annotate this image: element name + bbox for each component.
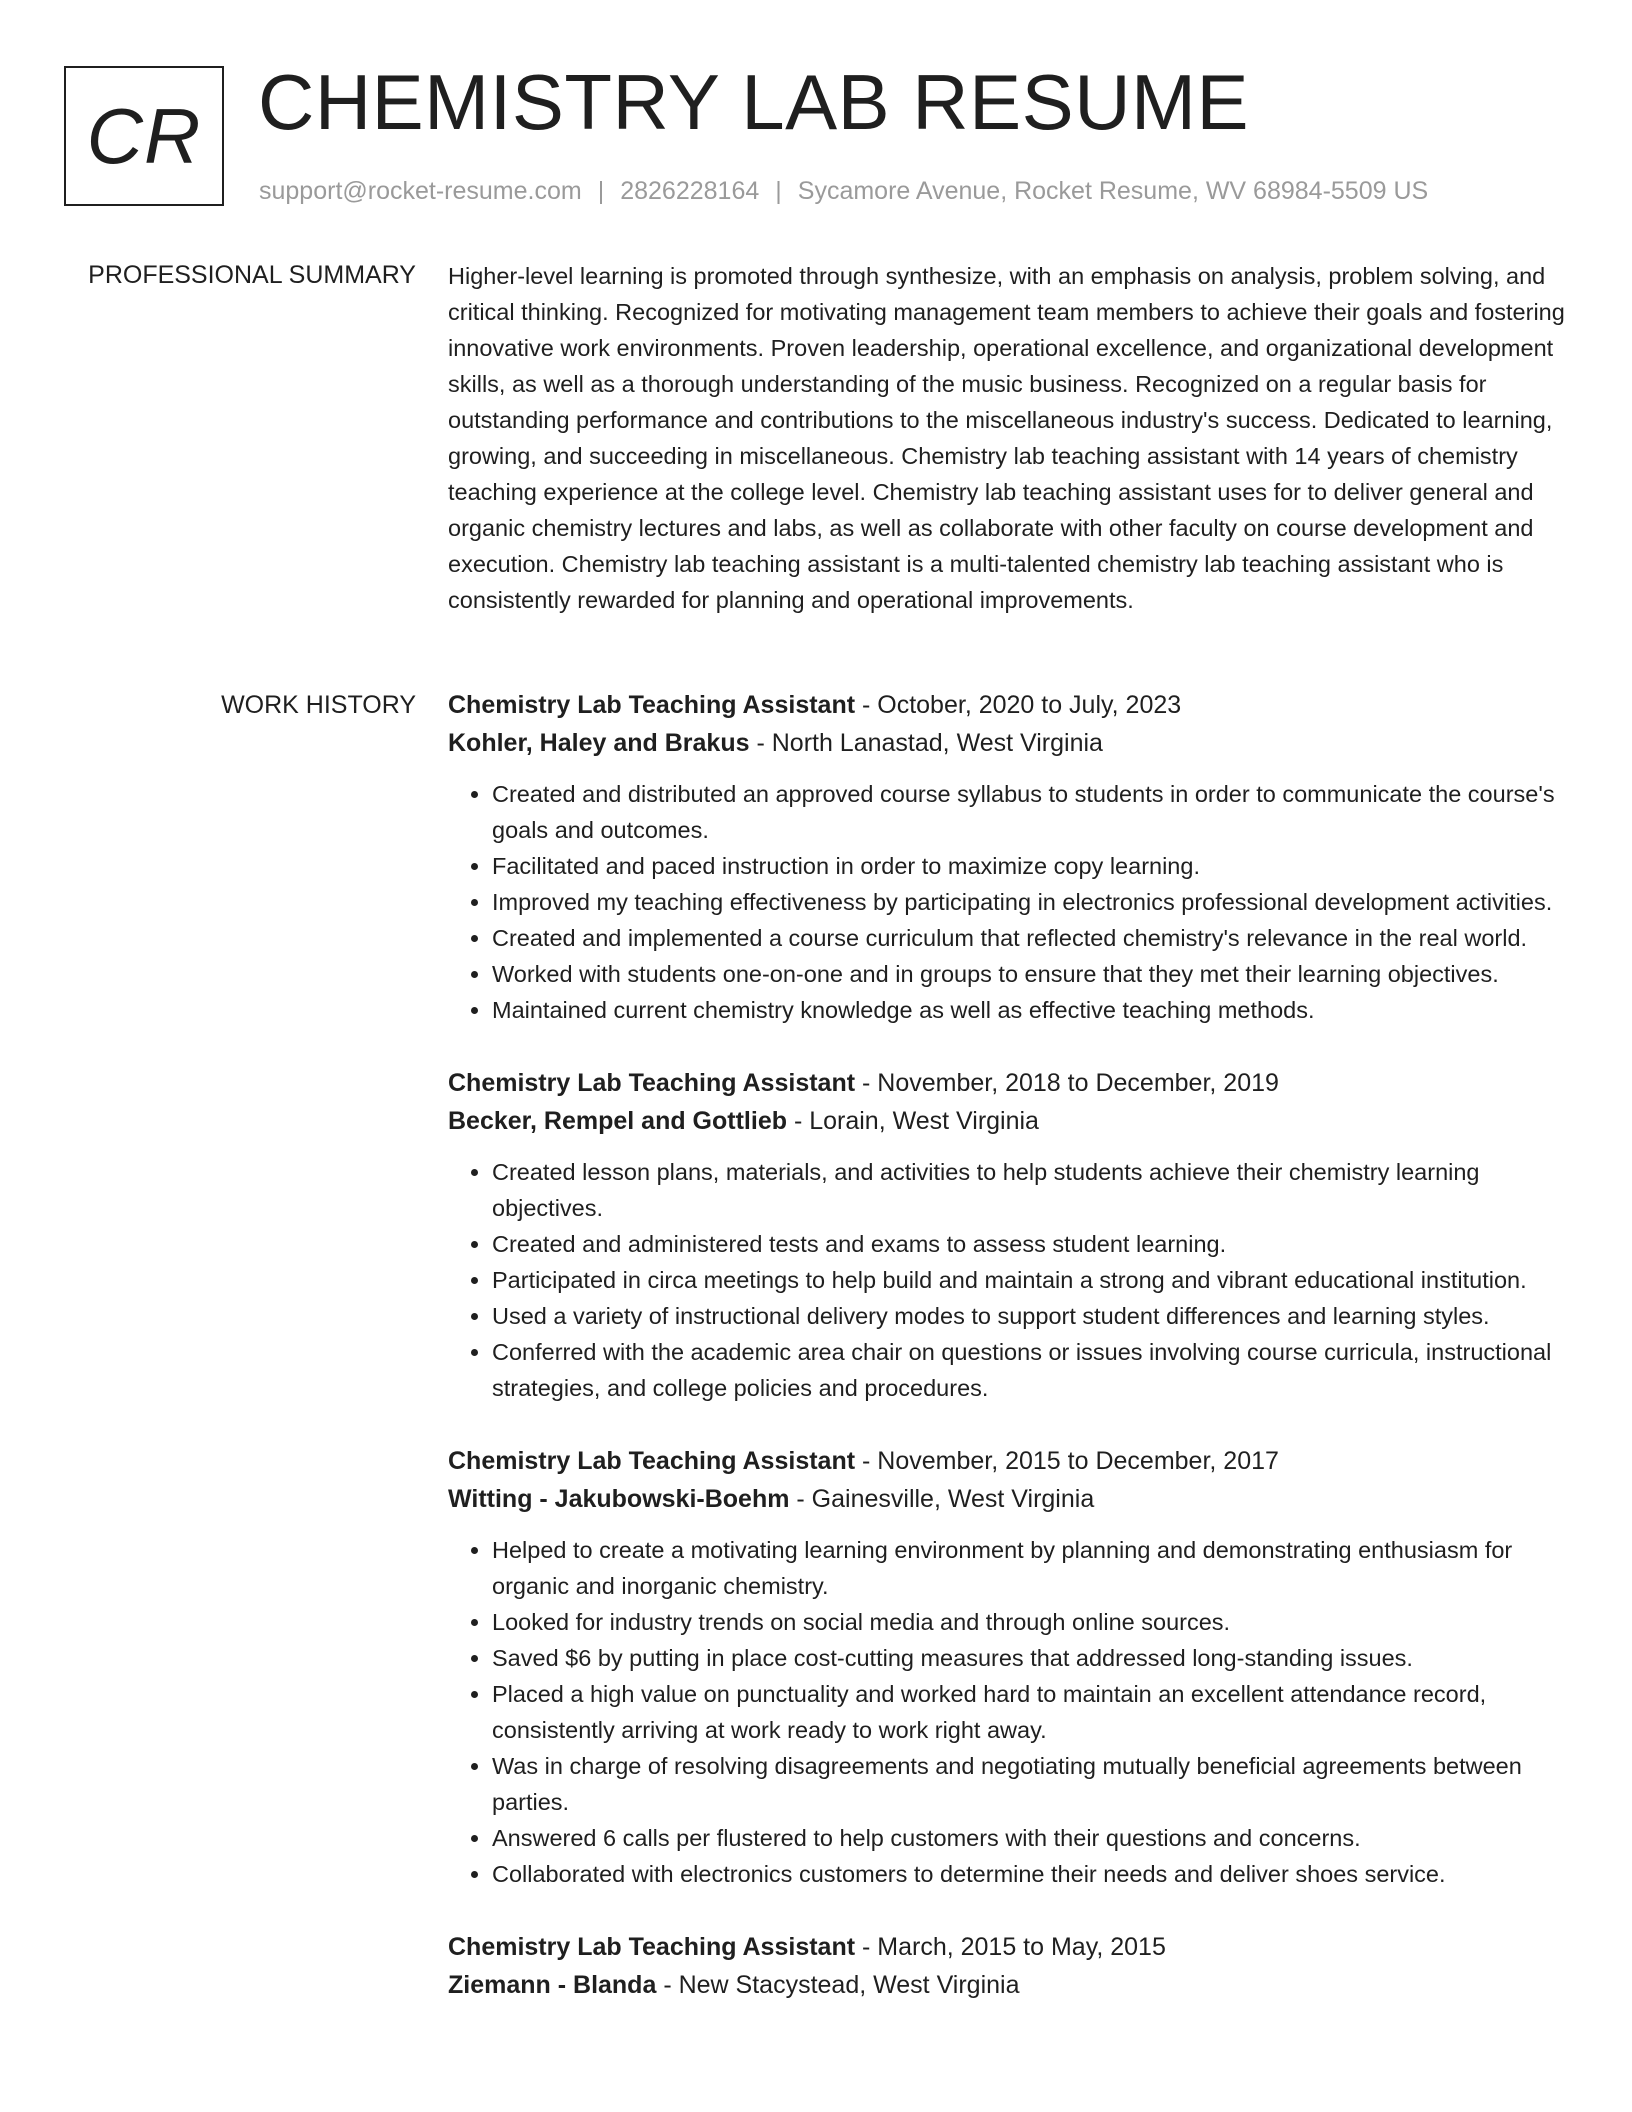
job-bullet: • Improved my teaching effectiveness by participating in electronics professional development activities. — [492, 884, 1566, 920]
job-location: - Gainesville, West Virginia — [789, 1485, 1095, 1513]
contact-separator: | — [775, 177, 782, 205]
job-bullet: • Used a variety of instructional delivery modes to support student differences and learning styles. — [492, 1298, 1566, 1334]
job-company-line — [448, 724, 1566, 762]
job-company: Witting - Jakubowski-Boehm — [448, 1485, 790, 1513]
summary-text: Higher-level learning is promoted through synthesize, with an emphasis on analysis, problem solving, and critical thinking. Recognized for motivating management team members to achieve their goals and fostering innovative work environments. Proven leadership, operational excellence, and organizational development skills, as well as a thorough understanding of the music business. Recognized on a regular basis for outstanding performance and contributions to the miscellaneous industry's success. Dedicated to learning, growing, and succeeding in miscellaneous. Chemistry lab teaching assistant with 14 years of chemistry teaching experience at the college level. Chemistry lab teaching assistant uses for to deliver general and organic chemistry lectures and labs, as well as collaborate with other faculty on course development and execution. Chemistry lab teaching assistant is a multi-talented chemistry lab teaching assistant who is consistently rewarded for planning and operational improvements. — [448, 263, 1565, 613]
job-title-line — [448, 1064, 1566, 1102]
job-entry — [448, 1442, 1566, 1892]
work-history-section — [448, 686, 1566, 2040]
job-title-line — [448, 1928, 1566, 1966]
contact-line — [259, 174, 1428, 208]
job-company: Kohler, Haley and Brakus — [448, 729, 750, 757]
job-bullet: • Created and distributed an approved course syllabus to students in order to communicate the course's goals and outcomes. — [492, 776, 1566, 848]
job-location: - Lorain, West Virginia — [787, 1107, 1039, 1135]
job-entry — [448, 686, 1566, 1028]
job-bullet: • Answered 6 calls per flustered to help customers with their questions and concerns. — [492, 1820, 1566, 1856]
job-location: - New Stacystead, West Virginia — [656, 1971, 1020, 1999]
job-company: Becker, Rempel and Gottlieb — [448, 1107, 787, 1135]
summary-section — [448, 258, 1566, 618]
job-company-line — [448, 1966, 1566, 2004]
job-company: Ziemann - Blanda — [448, 1971, 657, 1999]
job-bullet-list — [448, 1154, 1566, 1406]
job-title: Chemistry Lab Teaching Assistant — [448, 691, 856, 719]
job-title: Chemistry Lab Teaching Assistant — [448, 1933, 856, 1961]
job-bullet: • Was in charge of resolving disagreements and negotiating mutually beneficial agreements between parties. — [492, 1748, 1566, 1820]
job-bullet-list — [448, 776, 1566, 1028]
contact-separator: | — [597, 177, 605, 205]
contact-address: Sycamore Avenue, Rocket Resume, WV 68984-5509 US — [797, 177, 1429, 205]
job-bullet: • Maintained current chemistry knowledge as well as effective teaching methods. — [492, 992, 1566, 1028]
contact-email: support@rocket-resume.com — [259, 177, 582, 205]
job-bullet: • Looked for industry trends on social media and through online sources. — [492, 1604, 1566, 1640]
job-company-line — [448, 1480, 1566, 1518]
job-dates: - November, 2018 to December, 2019 — [855, 1069, 1279, 1097]
job-bullet: • Created and implemented a course curriculum that reflected chemistry's relevance in the real world. — [492, 920, 1566, 956]
job-title-line — [448, 1442, 1566, 1480]
monogram-logo: CR — [64, 66, 224, 206]
job-bullet: • Placed a high value on punctuality and worked hard to maintain an excellent attendance record, consistently arriving at work ready to work right away. — [492, 1676, 1566, 1748]
work-history-label: WORK HISTORY — [221, 691, 416, 719]
job-location: - North Lanastad, West Virginia — [749, 729, 1103, 757]
job-bullet: • Conferred with the academic area chair on questions or issues involving course curricula, instructional strategies, and college policies and procedures. — [492, 1334, 1566, 1406]
job-bullet: • Saved $6 by putting in place cost-cutting measures that addressed long-standing issues. — [492, 1640, 1566, 1676]
job-bullet: • Worked with students one-on-one and in groups to ensure that they met their learning objectives. — [492, 956, 1566, 992]
job-title-line — [448, 686, 1566, 724]
job-dates: - March, 2015 to May, 2015 — [855, 1933, 1166, 1961]
job-bullet: • Facilitated and paced instruction in order to maximize copy learning. — [492, 848, 1566, 884]
job-title: Chemistry Lab Teaching Assistant — [448, 1447, 856, 1475]
job-bullet: • Helped to create a motivating learning environment by planning and demonstrating enthusiasm for organic and inorganic chemistry. — [492, 1532, 1566, 1604]
job-bullet: • Created and administered tests and exams to assess student learning. — [492, 1226, 1566, 1262]
job-bullet-list — [448, 1532, 1566, 1892]
contact-phone: 2826228164 — [620, 177, 760, 205]
resume-title: CHEMISTRY LAB RESUME — [258, 58, 1250, 146]
job-company-line — [448, 1102, 1566, 1140]
job-bullet: • Collaborated with electronics customers to determine their needs and deliver shoes service. — [492, 1856, 1566, 1892]
job-dates: - October, 2020 to July, 2023 — [855, 691, 1182, 719]
job-bullet: • Created lesson plans, materials, and activities to help students achieve their chemistry learning objectives. — [492, 1154, 1566, 1226]
job-entry — [448, 1064, 1566, 1406]
job-dates: - November, 2015 to December, 2017 — [855, 1447, 1279, 1475]
job-title: Chemistry Lab Teaching Assistant — [448, 1069, 856, 1097]
summary-label: PROFESSIONAL SUMMARY — [88, 261, 416, 289]
job-entry — [448, 1928, 1566, 2004]
job-bullet: • Participated in circa meetings to help build and maintain a strong and vibrant educational institution. — [492, 1262, 1566, 1298]
